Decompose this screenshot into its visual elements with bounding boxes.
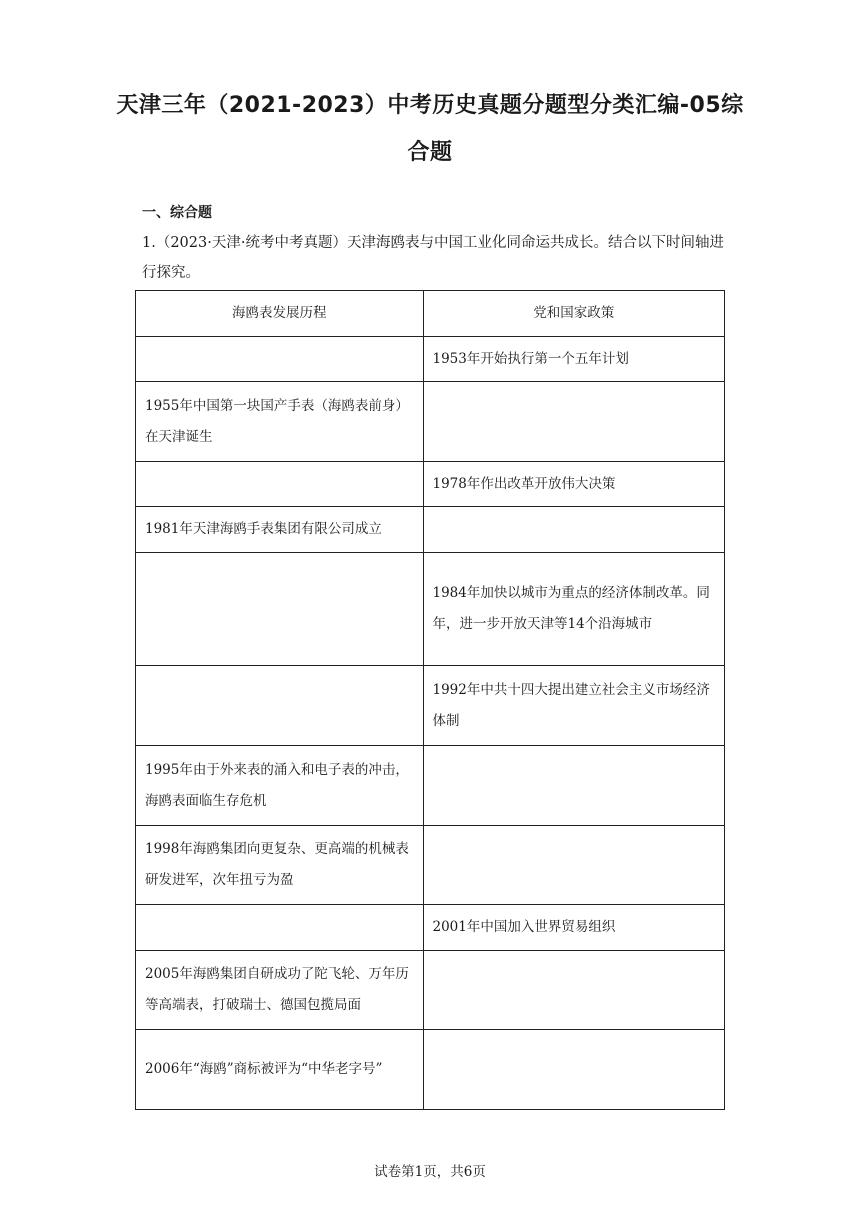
table-row [136,553,725,666]
cell-policy [423,382,725,462]
cell-policy [423,826,725,905]
cell-history: 2006年“海鸥”商标被评为“中华老字号” [136,1030,424,1110]
cell-history: 2005年海鸥集团自研成功了陀飞轮、万年历等高端表，打破瑞士、德国包揽局面 [136,951,424,1030]
cell-policy: 1992年中共十四大提出建立社会主义市场经济体制 [423,666,725,746]
table-row [136,666,725,746]
cell-history: 1998年海鸥集团向更复杂、更高端的机械表研发进军，次年扭亏为盈 [136,826,424,905]
table-row [136,951,725,1030]
cell-policy [423,746,725,826]
cell-history [136,337,424,382]
cell-history [136,905,424,951]
cell-policy [423,1030,725,1110]
cell-history: 1995年由于外来表的涌入和电子表的冲击，海鸥表面临生存危机 [136,746,424,826]
header-watch-history: 海鸥表发展历程 [136,291,424,337]
table-row [136,337,725,382]
document-title: 天津三年（2021-2023）中考历史真题分题型分类汇编-05综合题 [116,93,744,165]
page-footer: 试卷第1页，共6页 [374,1164,486,1180]
timeline-table [135,290,725,1110]
cell-policy: 1953年开始执行第一个五年计划 [423,337,725,382]
cell-history: 1981年天津海鸥手表集团有限公司成立 [136,507,424,553]
cell-history: 1955年中国第一块国产手表（海鸥表前身）在天津诞生 [136,382,424,462]
table-row [136,826,725,905]
table-row [136,507,725,553]
cell-policy: 2001年中国加入世界贸易组织 [423,905,725,951]
table-row [136,1030,725,1110]
section-heading: 一、综合题 [142,205,212,221]
table-row [136,905,725,951]
table-row [136,462,725,507]
cell-history [136,462,424,507]
cell-history [136,666,424,746]
cell-history [136,553,424,666]
table-row [136,382,725,462]
cell-policy: 1984年加快以城市为重点的经济体制改革。同年，进一步开放天津等14个沿海城市 [423,553,725,666]
cell-policy: 1978年作出改革开放伟大决策 [423,462,725,507]
cell-policy [423,951,725,1030]
header-national-policy: 党和国家政策 [423,291,725,337]
question-text: 1.（2023·天津·统考中考真题）天津海鸥表与中国工业化同命运共成长。结合以下时间轴进行探究。 [142,235,724,281]
table-row [136,746,725,826]
cell-policy [423,507,725,553]
